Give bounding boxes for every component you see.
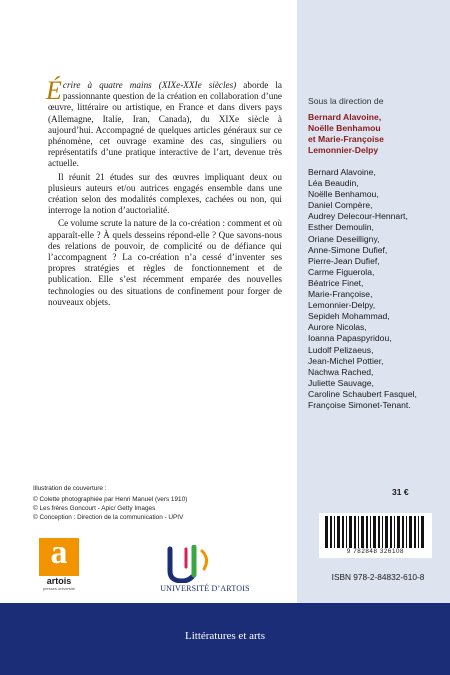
- credit-line: © Conception : Direction de la communication - UPIV: [33, 514, 184, 521]
- artois-press-logo: [39, 534, 79, 591]
- blurb-paragraph-1-rest: aborde la passionnante question de la création en collaboration d’une œuvre, littéraire ou artistique, en France et dans divers pays (Allemagne, Italie, Iran, Canada), du XIXe siècle à aujourd’hui. Accompagné de quelques articles généraux sur ce phénomène, cet ouvrage examine des cas, singuliers ou représentatifs d’une pratique interactive de l’art, devenue très actuelle.: [48, 80, 282, 169]
- barcode-bar: [421, 516, 424, 548]
- barcode-bar: [394, 516, 395, 548]
- director-name: Noëlle Benhamou: [308, 123, 381, 133]
- contributor-name: Lemonnier-Delpy,: [308, 300, 376, 311]
- barcode-bar: [418, 516, 419, 548]
- barcode-bar: [337, 516, 340, 548]
- barcode-bar: [366, 516, 368, 548]
- barcode-bar: [382, 516, 383, 548]
- contributor-name: Carme Figuerola,: [308, 266, 375, 277]
- barcode-bar: [346, 516, 347, 548]
- director-name: Bernard Alavoine,: [308, 112, 382, 122]
- barcode-bar: [373, 516, 376, 548]
- barcode-bar: [370, 516, 371, 548]
- contributor-name: Oriane Deseilligny,: [308, 233, 380, 244]
- contributor-name: Noëlle Benhamou,: [308, 189, 379, 200]
- barcode-bar: [358, 516, 359, 548]
- collection-title: Littératures et arts: [184, 630, 266, 642]
- cover-credits: [33, 484, 283, 522]
- barcode-bar: [397, 516, 400, 548]
- artois-letter: a: [50, 534, 68, 571]
- direction-intro: Sous la direction de: [308, 96, 384, 106]
- contributor-name: Daniel Compère,: [308, 200, 373, 211]
- contributor-name: Bernard Alavoine,: [308, 167, 376, 177]
- contributor-name: Anne-Simone Dufief,: [308, 244, 388, 255]
- director-name: et Marie-Françoise: [308, 134, 384, 144]
- barcode-bar: [334, 516, 335, 548]
- credit-line: © Colette photographiée par Henri Manuel (vers 1910): [33, 496, 188, 503]
- isbn-label: ISBN 978-2-84832-610-8: [331, 572, 425, 582]
- barcode-number: 9 782848 326108: [346, 548, 405, 555]
- artois-logo-box: [39, 534, 79, 576]
- contributor-name: Audrey Delecour-Hennart,: [308, 211, 408, 222]
- barcode: [319, 513, 432, 558]
- barcode-bar: [385, 516, 388, 548]
- artois-subtitle: presses université: [42, 586, 76, 591]
- director-names: [308, 112, 444, 156]
- barcode-bar: [349, 516, 352, 548]
- barcode-bar: [378, 516, 380, 548]
- university-emblem-icon: [150, 545, 260, 583]
- blurb-text: [46, 76, 282, 310]
- contributor-name: Esther Demoulin,: [308, 222, 374, 233]
- barcode-bar: [409, 516, 412, 548]
- university-name: UNIVERSITÉ D’ARTOIS: [160, 584, 250, 593]
- blurb-paragraph-1: [46, 76, 282, 170]
- blurb-paragraph-3: Ce volume scrute la nature de la co-création : comment et où apparaît-elle ? À quels desseins répond-elle ? Que savons-nous des relations de pouvoir, de complicité ou de défiance qui l’accompagnent ? La co-création n’a cessé d’inventer ses propres stratégies et règles de fonctionnement et de publication. Elle s’est récemment emparée des nouvelles technologies ou des situations de confinement pour forger de nouveaux objets.: [48, 218, 282, 307]
- credits-heading: Illustration de couverture :: [33, 485, 107, 492]
- contributor-name: Françoise Simonet-Tenant.: [308, 399, 411, 410]
- contributors-list: [308, 167, 448, 411]
- blurb-paragraph-2: Il réunit 21 études sur des œuvres impliquant deux ou plusieurs auteurs et/ou autrices engagés ensemble dans une création selon des modalités complexes, cachées ou non, qui interroge la notion d’auctorialité.: [48, 171, 282, 216]
- contributor-name: Aurore Nicolas,: [308, 322, 367, 333]
- barcode-bars: [325, 516, 426, 548]
- contributor-name: Béatrice Finet,: [308, 277, 364, 288]
- contributor-name: Léa Beaudin,: [308, 178, 359, 189]
- barcode-bar: [361, 516, 364, 548]
- editorial-direction: [308, 96, 444, 156]
- barcode-bar: [390, 516, 392, 548]
- contributor-name: Nachwa Rached,: [308, 366, 374, 377]
- book-title-inline: crire à quatre mains (XIXe-XXIe siècles): [62, 80, 237, 90]
- director-name: Lemonnier-Delpy: [308, 145, 379, 155]
- credit-line: © Les frères Goncourt - Apic/ Getty Images: [33, 505, 156, 512]
- barcode-bar: [414, 516, 416, 548]
- contributor-name: Pierre-Jean Dufief,: [308, 255, 380, 266]
- artois-wordmark: artois: [46, 576, 72, 586]
- drop-cap: É: [46, 76, 62, 105]
- contributor-name: Juliette Sauvage,: [308, 377, 374, 388]
- barcode-bar: [330, 516, 332, 548]
- barcode-bar: [354, 516, 356, 548]
- contributor-name: Marie-Françoise,: [308, 289, 373, 300]
- contributor-name: Ludolf Pelizaeus,: [308, 344, 374, 355]
- contributor-name: Caroline Schaubert Fasquel,: [308, 388, 417, 399]
- price-label: 31 €: [392, 487, 409, 497]
- barcode-bar: [406, 516, 407, 548]
- contributor-name: Jean-Michel Pottier,: [308, 355, 384, 366]
- barcode-bar: [402, 516, 404, 548]
- university-logo: [150, 545, 260, 595]
- contributor-name: Ioanna Papaspyridou,: [308, 333, 392, 344]
- contributor-name: Sepideh Mohammad,: [308, 311, 390, 322]
- barcode-bar: [342, 516, 344, 548]
- barcode-bar: [325, 516, 328, 548]
